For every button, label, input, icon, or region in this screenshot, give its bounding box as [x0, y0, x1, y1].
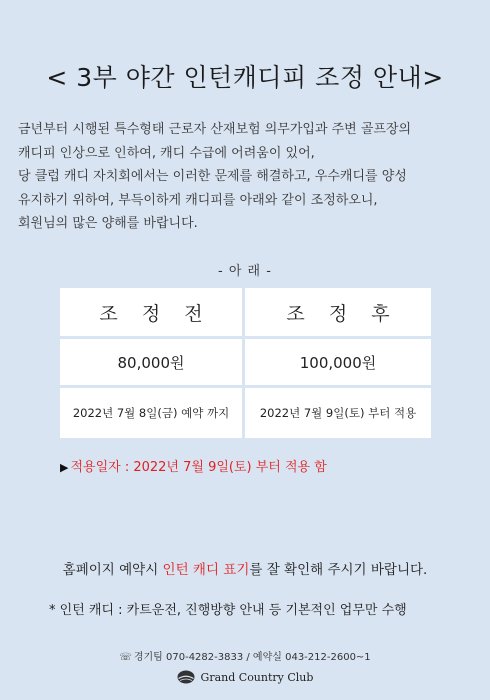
- contact-info: [0, 648, 490, 663]
- notice-text-before: 홈페이지 예약시: [62, 562, 163, 578]
- before-price: 80,000원: [60, 339, 242, 385]
- intro-paragraph: [18, 118, 480, 236]
- apply-date: [60, 456, 327, 475]
- after-period: 2022년 7월 9일(토) 부터 적용: [245, 388, 431, 438]
- after-price: 100,000원: [245, 339, 431, 385]
- notice-text-after: 를 잘 확인해 주시기 바랍니다.: [249, 562, 428, 578]
- triangle-right-icon: ▶: [60, 461, 69, 474]
- intro-line: 금년부터 시행된 특수형태 근로자 산재보험 의무가입과 주변 골프장의: [18, 122, 412, 137]
- intro-line: 당 클럽 캐디 자치회에서는 이러한 문제를 해결하고, 우수캐디를 양성: [18, 169, 407, 184]
- after-header: 조 정 후: [245, 288, 431, 336]
- intro-line: 캐디피 인상으로 인하여, 캐디 수급에 어려움이 있어,: [18, 145, 315, 161]
- club-logo: [0, 670, 490, 684]
- intro-line: 회원님의 많은 양해를 바랍니다.: [18, 216, 198, 231]
- logo-text: Grand Country Club: [200, 670, 314, 684]
- logo-emblem-icon: [177, 670, 195, 684]
- intro-line: 유지하기 위하여, 부득이하게 캐디피를 아래와 같이 조정하오니,: [18, 192, 378, 208]
- section-label: - 아 래 -: [218, 264, 272, 279]
- apply-date-text: 적용일자 : 2022년 7월 9일(토) 부터 적용 함: [70, 460, 327, 475]
- intern-caddie-footnote: * 인턴 캐디 : 카트운전, 진행방향 안내 등 기본적인 업무만 수행: [49, 603, 407, 618]
- before-period: 2022년 7월 8일(금) 예약 까지: [60, 388, 242, 438]
- notice-highlight: 인턴 캐디 표기: [162, 562, 250, 578]
- fee-table: [60, 288, 431, 438]
- contact-text: 경기팀 070-4282-3833 / 예약실 043-212-2600~1: [133, 652, 371, 663]
- reservation-notice: [0, 558, 490, 578]
- before-header: 조 정 전: [60, 288, 242, 336]
- page-title: < 3부 야간 인턴캐디피 조정 안내>: [46, 63, 444, 92]
- phone-icon: ☏: [119, 652, 132, 663]
